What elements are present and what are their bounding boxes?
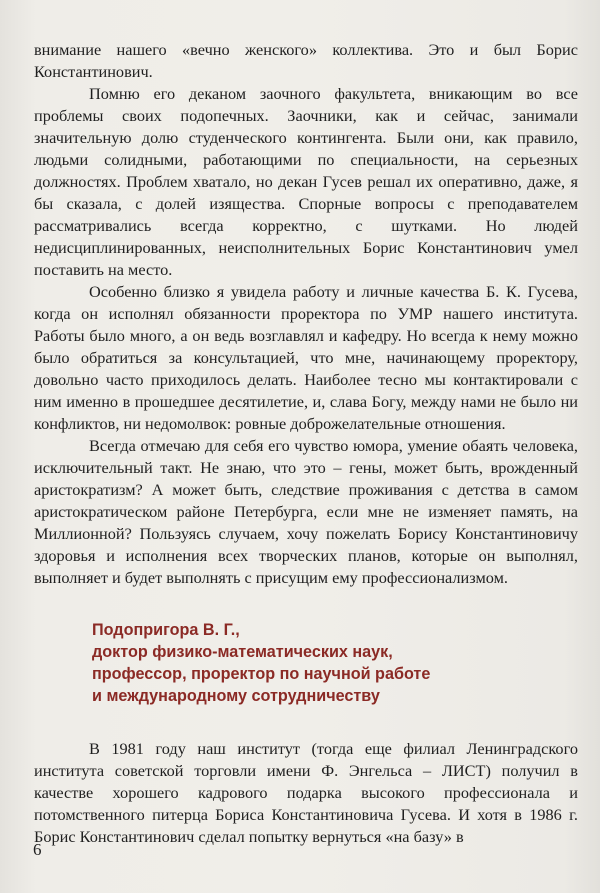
paragraph-continuation: внимание нашего «вечно женского» коллектива. Это и был Борис Константинович.	[34, 40, 578, 81]
author-degree: доктор физико-математических наук,	[92, 643, 393, 661]
author-position-cont: и международному сотрудничеству	[92, 687, 380, 705]
author-heading	[92, 619, 572, 707]
paragraph-1981: В 1981 году наш институт (тогда еще филиал Ленинградского института советской торговли имени Ф. Энгельса – ЛИСТ) получил в качестве хорошего кадрового подарка высокого профессионала и потомственного питерца Бориса Константиновича Гусева. И хотя в 1986 г. Борис Константинович сделал попытку вернуться «на базу» в	[34, 739, 578, 847]
paragraph-vice-rector: Особенно близко я увидела работу и личные качества Б. К. Гусева, когда он исполнял обязанности проректора по УМР нашего института. Работы было много, а он ведь возглавлял и кафедру. Но всегда к нему можно было обратиться за консультацией, что мне, начинающему проректору, довольно часто приходилось делать. Наиболее тесно мы контактировали с ним именно в прошедшее десятилетие, и, слава Богу, между нами не было ни конфликтов, ни недомолвок: ровные доброжелательные отношения.	[34, 282, 578, 433]
paragraph-dean: Помню его деканом заочного факультета, вникающим во все проблемы своих подопечных. Заочники, как и сейчас, занимали значительную долю студенческого контингента. Были они, как правило, людьми солидными, работающими по специальности, на серьезных должностях. Проблем хватало, но декан Гусев решал их оперативно, даже, я бы сказала, с долей изящества. Спорные вопросы с преподавателем рассматривались всегда корректно, с шутками. Но людей недисциплинированных, неисполнительных Борис Константинович умел поставить на место.	[34, 84, 578, 279]
paragraph-humor: Всегда отмечаю для себя его чувство юмора, умение обаять человека, исключительный такт. Не знаю, что это – гены, может быть, врожденный аристократизм? А может быть, следствие проживания с детства в самом аристократическом районе Петербурга, если мне не изменяет память, на Миллионной? Пользуясь случаем, хочу пожелать Борису Константиновичу здоровья и исполнения всех творческих планов, которые он выполнял, выполняет и будет выполнять с присущим ему профессионализмом.	[34, 436, 578, 587]
memoir-text	[34, 39, 578, 589]
second-section-text	[34, 722, 578, 865]
author-name: Подопригора В. Г.,	[92, 621, 240, 639]
author-position: профессор, проректор по научной работе	[92, 665, 431, 683]
page-number: 6	[33, 840, 42, 859]
